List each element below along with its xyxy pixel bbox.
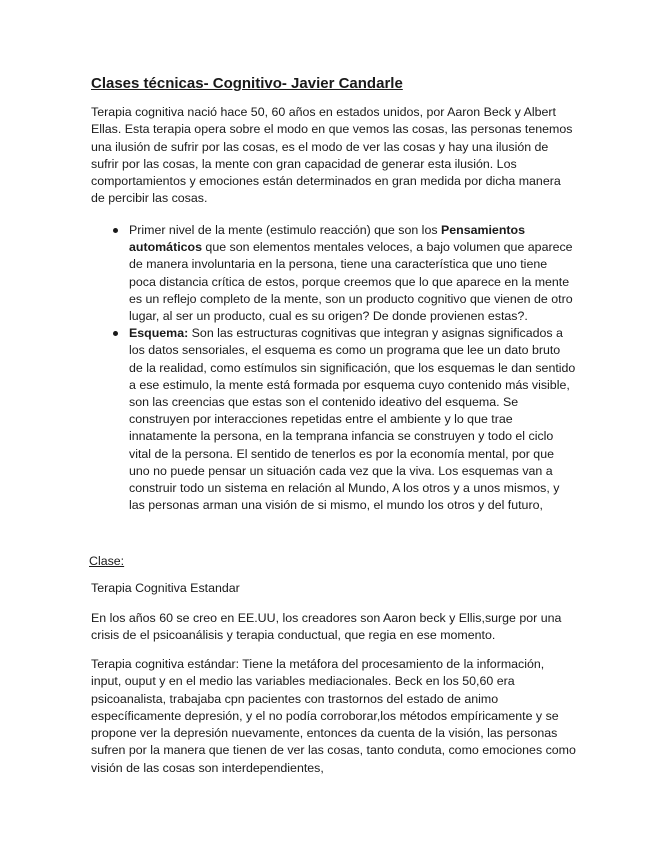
intro-paragraph: Terapia cognitiva nació hace 50, 60 años en estados unidos, por Aaron Beck y Albert Ellas. Esta terapia opera sobre el modo en que vemos las cosas, las personas tenemos una ilusión de sufrir por las cosas, es el modo de ver las cosas y hay una ilusión de sufrir por las cosas, la mente con gran capacidad de generar esta ilusión. Los comportamientos y emociones están determinados en gran medida por dicha manera de percibir las cosas. [91,105,573,206]
bullet-text: que son elementos mentales veloces, a bajo volumen que aparece de manera involuntaria en la persona, tiene una característica que uno tiene poca distancia crítica de estos, porque creemos que lo que aparece en la mente es un reflejo completo de la mente, son un producto cognitivo que vienen de otro lugar, al ser un producto, cual es su origen? De donde provienen estas?. [129,240,573,324]
bullet-term: Esquema: [129,326,189,341]
bullet-list [91,222,576,514]
list-item-pensamientos [91,222,576,325]
paragraph-origins: En los años 60 se creo en EE.UU, los creadores son Aaron beck y Ellis,surge por una crisis de el psicoanálisis y terapia conductual, que regia en ese momento. [91,611,562,643]
clase-label: Clase: [89,554,125,568]
bullet-text: Son las estructuras cognitivas que integran y asignas significados a los datos sensoriales, el esquema es como un programa que lee un dato bruto de la realidad, como estímulos sin significación, que los esquemas le dan sentido a ese estimulo, la mente está formada por esquema cuyo contenido más visible, son las creencias que estas son el contenido ideativo del esquema. Se construyen por interacciones repetidas entre el ambiente y lo que trae innatamente la persona, en la temprana infancia se construyen y todo el ciclo vital de la persona. El sentido de tenerlos es por la economía mental, por que uno no puede pensar un situación cada vez que la viva. Los esquemas van a construir todo un sistema en relación al Mundo, A los otros y a unos mismos, y las personas arman una visión de si mismo, el mundo los otros y del futuro, [129,326,576,513]
bullet-term: Pensamientos automáticos [129,223,525,255]
paragraph-standard-therapy: Terapia cognitiva estándar: Tiene la metáfora del procesamiento de la información, input, ouput y en el medio las variables mediacionales. Beck en los 50,60 era psicoanalista, trabajaba cpn pacientes con trastornos del estado de animo específicamente depresión, y el no podía corroborar,los métodos empíricamente y se propone ver la depresión nuevamente, entonces da cuenta de la visión, las personas sufren por la manera que tienen de ver las cosas, tanto conduta, como emociones como visión de las cosas son interdependientes, [91,657,576,775]
document-title: Clases técnicas- Cognitivo- Javier Candarle [91,75,403,92]
bullet-text: Primer nivel de la mente (estimulo reacción) que son los [129,223,441,237]
bullet-dot-icon [113,228,118,233]
list-item-esquema [91,325,576,514]
subheading: Terapia Cognitiva Estandar [91,581,240,595]
bullet-dot-icon [113,331,118,336]
